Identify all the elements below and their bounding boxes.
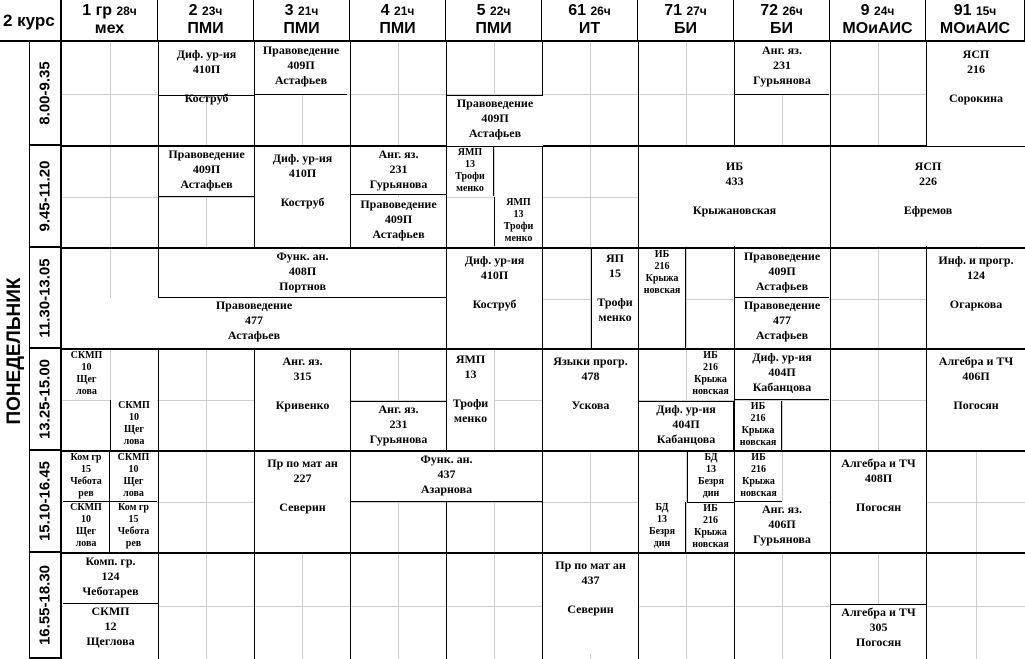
- class-entry[interactable]: [447, 350, 494, 450]
- group-hours: 24ч: [874, 4, 895, 18]
- entry-line: 478: [581, 369, 600, 383]
- entry-line: 408П: [864, 471, 893, 485]
- entry-line: Астафьев: [274, 73, 328, 87]
- entry-line: Анг. яз.: [282, 354, 323, 368]
- group-hours: 26ч: [590, 4, 611, 18]
- entry-line: 216: [654, 261, 670, 272]
- entry-line: 437: [581, 573, 600, 587]
- group-specialty: ПМИ: [475, 20, 512, 37]
- group-number: [350, 2, 445, 20]
- class-entry[interactable]: [639, 502, 686, 552]
- entry-line: 124: [101, 569, 120, 583]
- entry-line: Анг. яз.: [378, 147, 419, 161]
- group-hours: 27ч: [686, 4, 707, 18]
- entry-line: Ефремов: [903, 203, 953, 217]
- entry-line: 437: [437, 467, 456, 481]
- class-entry[interactable]: [255, 147, 350, 246]
- entry-line: 216: [703, 362, 718, 373]
- class-entry[interactable]: [735, 249, 829, 298]
- entry-line: Чебота: [70, 476, 102, 487]
- entry-line: 13: [464, 367, 477, 381]
- sub-column-line: [878, 42, 879, 659]
- entry-line: 216: [751, 464, 766, 475]
- class-entry[interactable]: [639, 401, 734, 450]
- entry-line: 305: [869, 620, 888, 634]
- entry-line: 433: [725, 174, 744, 188]
- class-entry[interactable]: [63, 554, 158, 604]
- group-number: [542, 2, 637, 20]
- entry-line: новская: [739, 437, 777, 448]
- entry-line: Астафьев: [468, 126, 522, 140]
- entry-line: менко: [453, 411, 488, 425]
- group-number: [830, 2, 925, 20]
- entry-line: 216: [967, 62, 985, 76]
- entry-line: дин: [653, 538, 671, 549]
- group-specialty: ПМИ: [379, 20, 416, 37]
- entry-line: Северин: [567, 602, 614, 616]
- class-entry[interactable]: [447, 249, 542, 348]
- entry-line: Погосян: [855, 500, 902, 514]
- class-entry[interactable]: [927, 249, 1025, 348]
- group-header: [734, 0, 830, 42]
- class-entry[interactable]: [159, 43, 254, 105]
- class-entry[interactable]: [687, 350, 734, 400]
- entry-line: Анг. яз.: [762, 502, 802, 516]
- class-entry[interactable]: [351, 452, 542, 502]
- entry-line: 10: [81, 362, 92, 373]
- entry-line: Портнов: [279, 279, 326, 293]
- class-entry[interactable]: [927, 350, 1025, 450]
- class-entry[interactable]: [159, 249, 446, 298]
- class-entry[interactable]: [255, 452, 350, 552]
- entry-line: ЯМП: [506, 197, 531, 208]
- entry-line: 13: [513, 209, 524, 220]
- entry-line: дин: [702, 488, 720, 499]
- entry-line: Пр по мат ан: [267, 456, 338, 470]
- class-entry[interactable]: [110, 502, 157, 552]
- entry-line: 216: [703, 515, 718, 526]
- entry-line: Крыжа: [694, 374, 727, 385]
- entry-line: Правоведение: [215, 298, 293, 312]
- entry-line: 13: [657, 514, 667, 525]
- column-divider: [638, 42, 639, 659]
- entry-line: [543, 384, 638, 398]
- entry-line: Кабанцова: [752, 380, 812, 394]
- entry-line: 404П: [768, 365, 796, 379]
- entry-line: Коструб: [184, 91, 229, 105]
- entry-line: Комп. гр.: [85, 554, 136, 568]
- group-number: [638, 2, 733, 20]
- time-slot: [30, 248, 62, 349]
- group-hours: 21ч: [298, 4, 319, 18]
- entry-line: лова: [123, 488, 144, 499]
- entry-line: 15: [128, 514, 139, 525]
- group-hours: 15ч: [975, 4, 997, 18]
- entry-line: 10: [128, 464, 139, 475]
- entry-line: [592, 281, 638, 295]
- group-specialty: БИ: [674, 20, 697, 37]
- entry-line: 404П: [672, 417, 700, 431]
- group-number: [926, 2, 1024, 20]
- time-slot: [30, 553, 62, 659]
- entry-line: 12: [104, 619, 117, 633]
- entry-line: 10: [129, 412, 139, 423]
- entry-line: ЯП: [606, 251, 624, 265]
- entry-line: СКМП: [117, 452, 150, 463]
- class-entry[interactable]: [63, 502, 110, 552]
- entry-line: новская: [692, 386, 729, 397]
- entry-line: Коструб: [472, 297, 517, 311]
- entry-line: СКМП: [70, 502, 102, 513]
- class-entry[interactable]: [639, 249, 686, 348]
- entry-line: [927, 283, 1025, 297]
- entry-line: Алгебра и ТЧ: [841, 456, 916, 470]
- class-entry[interactable]: [591, 249, 638, 348]
- entry-line: Языки прогр.: [553, 354, 628, 368]
- group-header: [254, 0, 350, 42]
- entry-line: Кабанцова: [656, 432, 716, 446]
- entry-line: [255, 384, 350, 398]
- entry-line: Правоведение: [168, 147, 245, 161]
- group-specialty: ПМИ: [187, 20, 224, 37]
- class-entry[interactable]: [831, 452, 926, 552]
- entry-line: Диф. ур-ия: [272, 151, 333, 165]
- entry-line: Правоведение: [743, 298, 821, 312]
- entry-line: Трофи: [503, 221, 534, 232]
- entry-line: новская: [692, 539, 729, 550]
- entry-line: менко: [504, 233, 533, 244]
- entry-line: ЯСП: [914, 159, 942, 173]
- entry-line: Кривенко: [275, 398, 330, 412]
- entry-line: Гурьянова: [369, 177, 428, 191]
- entry-line: [255, 486, 350, 500]
- entry-line: [255, 181, 350, 195]
- entry-line: Астафьев: [227, 328, 281, 342]
- class-entry[interactable]: [831, 604, 926, 659]
- entry-line: Чебота: [117, 526, 150, 537]
- entry-line: ЯМП: [457, 147, 483, 158]
- time-text: 9.45-11.20: [36, 160, 54, 232]
- entry-line: [831, 486, 926, 500]
- class-entry[interactable]: [63, 350, 110, 400]
- entry-line: Северин: [279, 500, 326, 514]
- class-entry[interactable]: [110, 400, 157, 450]
- day-label: [0, 42, 30, 659]
- entry-line: [447, 283, 542, 297]
- entry-line: Правоведение: [360, 197, 437, 211]
- group-header: [350, 0, 446, 42]
- group-header: [638, 0, 734, 42]
- entry-line: Крыжа: [742, 476, 775, 487]
- class-entry[interactable]: [110, 452, 157, 502]
- class-entry[interactable]: [255, 43, 347, 95]
- entry-line: рев: [78, 488, 94, 499]
- class-entry[interactable]: [159, 147, 254, 197]
- entry-line: менко: [456, 183, 484, 194]
- entry-line: 15: [81, 464, 91, 475]
- class-entry[interactable]: [351, 197, 446, 246]
- time-text: 16.55-18.30: [36, 564, 54, 646]
- entry-line: Безря: [648, 526, 676, 537]
- entry-line: Сорокина: [948, 91, 1004, 105]
- entry-line: Азарнова: [420, 482, 473, 496]
- class-entry[interactable]: [735, 43, 829, 95]
- class-entry[interactable]: [351, 401, 446, 450]
- group-header: [542, 0, 638, 42]
- entry-line: Трофи: [597, 295, 633, 309]
- group-header: [446, 0, 542, 42]
- entry-line: БД: [655, 502, 669, 513]
- entry-line: Диф. ур-ия: [656, 402, 716, 416]
- entry-line: Астафьев: [180, 177, 233, 191]
- entry-line: 410П: [192, 62, 221, 76]
- group-header: [926, 0, 1025, 42]
- entry-line: 15: [609, 266, 621, 280]
- class-entry[interactable]: [687, 502, 734, 552]
- group-num-text: 1 гр: [82, 2, 112, 19]
- class-entry[interactable]: [639, 147, 830, 246]
- entry-line: 410П: [288, 166, 317, 180]
- entry-line: 410П: [480, 268, 509, 282]
- entry-line: Погосян: [855, 635, 902, 649]
- entry-line: 216: [750, 413, 766, 424]
- entry-line: ИБ: [750, 401, 766, 412]
- column-divider: [158, 42, 159, 659]
- day-text: ПОНЕДЕЛЬНИК: [3, 277, 25, 424]
- entry-line: [927, 77, 1025, 91]
- group-num-text: 61: [568, 2, 586, 19]
- group-specialty: БИ: [770, 20, 793, 37]
- class-entry[interactable]: [831, 147, 1025, 246]
- class-entry[interactable]: [351, 147, 446, 195]
- class-entry[interactable]: [543, 350, 638, 450]
- entry-line: 13: [465, 159, 475, 170]
- entry-line: Анг. яз.: [378, 402, 419, 416]
- entry-line: лова: [76, 386, 97, 397]
- entry-line: Анг. яз.: [762, 43, 802, 57]
- group-hours: 23ч: [202, 4, 223, 18]
- entry-line: 315: [293, 369, 312, 383]
- group-specialty: ИТ: [578, 20, 601, 37]
- class-entry[interactable]: [735, 298, 829, 348]
- group-number: [158, 2, 253, 20]
- entry-line: 13: [706, 464, 716, 475]
- group-specialty: мех: [94, 20, 125, 37]
- group-num-text: 72: [760, 2, 778, 19]
- class-entry[interactable]: [687, 452, 734, 502]
- entry-line: Диф. ур-ия: [464, 253, 525, 267]
- class-entry[interactable]: [927, 43, 1025, 146]
- entry-line: Огаркова: [949, 297, 1003, 311]
- entry-line: 409П: [768, 264, 796, 278]
- time-text: 8.00-9.35: [36, 61, 54, 125]
- group-num-text: 9: [860, 2, 870, 19]
- entry-line: Алгебра и ТЧ: [938, 354, 1014, 368]
- entry-line: Ускова: [571, 398, 610, 412]
- group-num-text: 2: [188, 2, 198, 19]
- time-text: 11.30-13.05: [36, 257, 54, 338]
- group-number: [62, 2, 157, 20]
- course-label: 2 курс: [0, 0, 62, 42]
- entry-line: [543, 588, 638, 602]
- entry-line: Инф. и прогр.: [938, 253, 1014, 267]
- entry-line: Диф. ур-ия: [176, 47, 237, 61]
- time-slot: [30, 146, 62, 248]
- entry-line: 227: [293, 471, 312, 485]
- class-entry[interactable]: [494, 197, 542, 246]
- entry-line: Крыжа: [645, 273, 679, 284]
- entry-line: Крыжановская: [692, 203, 777, 217]
- group-hours: 28ч: [116, 4, 137, 18]
- entry-line: Щег: [124, 424, 144, 435]
- entry-line: СКМП: [91, 604, 130, 618]
- entry-line: 406П: [962, 369, 990, 383]
- entry-line: Крыжа: [741, 425, 775, 436]
- entry-line: 124: [967, 268, 985, 282]
- entry-line: Функ. ан.: [276, 249, 329, 263]
- entry-line: ИБ: [703, 350, 718, 361]
- entry-line: Диф. ур-ия: [752, 350, 812, 364]
- column-divider: [350, 42, 351, 659]
- group-hours: 26ч: [782, 4, 803, 18]
- entry-line: менко: [598, 310, 632, 324]
- entry-line: ИБ: [703, 503, 718, 514]
- entry-line: 409П: [384, 212, 413, 226]
- entry-line: [447, 382, 494, 396]
- column-divider: [830, 42, 831, 659]
- entry-line: 231: [773, 58, 791, 72]
- entry-line: Трофи: [452, 396, 489, 410]
- entry-line: ЯМП: [455, 352, 486, 366]
- group-num-text: 3: [284, 2, 294, 19]
- group-number: [446, 2, 541, 20]
- time-slot: [30, 42, 62, 146]
- entry-line: Пр по мат ан: [555, 558, 626, 572]
- group-specialty: ПМИ: [283, 20, 320, 37]
- entry-line: Щег: [123, 476, 144, 487]
- time-slot: [30, 349, 62, 451]
- class-entry[interactable]: [255, 350, 350, 450]
- sub-column-line: [206, 42, 207, 659]
- group-num-text: 4: [380, 2, 390, 19]
- group-num-text: 5: [476, 2, 486, 19]
- entry-line: ИБ: [654, 249, 670, 260]
- entry-line: 10: [81, 514, 91, 525]
- entry-line: Щеглова: [86, 634, 135, 648]
- entry-line: Правоведение: [262, 43, 340, 57]
- group-hours: 22ч: [490, 4, 511, 18]
- class-entry[interactable]: [447, 95, 543, 146]
- entry-line: 409П: [192, 162, 221, 176]
- entry-line: 477: [773, 313, 791, 327]
- entry-line: Ком гр: [118, 502, 149, 513]
- group-header: [830, 0, 926, 42]
- entry-line: 406П: [768, 517, 796, 531]
- entry-line: Астафьев: [755, 328, 809, 342]
- group-header: [62, 0, 158, 42]
- entry-line: Функ. ан.: [420, 452, 473, 466]
- entry-line: 409П: [287, 58, 315, 72]
- class-entry[interactable]: [735, 502, 829, 552]
- entry-line: СКМП: [70, 350, 103, 361]
- class-entry[interactable]: [447, 147, 494, 196]
- entry-line: Астафьев: [372, 227, 425, 241]
- entry-line: [159, 77, 254, 91]
- time-text: 13.25-15.00: [36, 358, 54, 440]
- entry-line: рев: [125, 538, 142, 549]
- sub-column-line: [398, 42, 399, 659]
- entry-line: лова: [75, 538, 97, 549]
- entry-line: ИБ: [725, 159, 744, 173]
- entry-line: ИБ: [751, 452, 766, 463]
- entry-line: новская: [740, 488, 777, 499]
- entry-line: Ком гр: [70, 452, 102, 463]
- time-text: 15.10-16.45: [36, 460, 54, 542]
- entry-line: 231: [389, 417, 408, 431]
- group-hours: 21ч: [394, 4, 415, 18]
- class-entry[interactable]: [735, 350, 829, 400]
- entry-line: СКМП: [118, 400, 150, 411]
- entry-line: Крыжа: [694, 527, 727, 538]
- group-header: [158, 0, 254, 42]
- class-entry[interactable]: [62, 298, 446, 348]
- entry-line: Щег: [76, 526, 96, 537]
- entry-line: лова: [123, 436, 145, 447]
- entry-line: 477: [245, 313, 263, 327]
- class-entry[interactable]: [543, 554, 638, 654]
- entry-line: 226: [919, 174, 937, 188]
- group-specialty: МОиАИС: [939, 20, 1011, 37]
- entry-line: Гурьянова: [753, 532, 811, 546]
- entry-line: Гурьянова: [369, 432, 428, 446]
- class-entry[interactable]: [63, 452, 110, 502]
- entry-line: Трофи: [455, 171, 485, 182]
- entry-line: Правоведение: [456, 96, 534, 110]
- group-number: [734, 2, 829, 20]
- entry-line: [831, 189, 1025, 203]
- group-specialty: МОиАИС: [842, 20, 913, 37]
- entry-line: новская: [643, 285, 681, 296]
- entry-line: Правоведение: [743, 249, 821, 263]
- entry-line: Астафьев: [755, 279, 809, 293]
- entry-line: Погосян: [953, 398, 999, 412]
- entry-line: ЯСП: [962, 47, 990, 61]
- entry-line: 409П: [481, 111, 509, 125]
- entry-line: [639, 189, 830, 203]
- time-slot: [30, 451, 62, 553]
- entry-line: [927, 384, 1025, 398]
- entry-line: Безря: [697, 476, 725, 487]
- class-entry[interactable]: [735, 452, 782, 502]
- group-number: [254, 2, 349, 20]
- entry-line: Коструб: [280, 195, 325, 209]
- group-num-text: 71: [664, 2, 682, 19]
- entry-line: Гурьянова: [753, 73, 811, 87]
- group-num-text: 91: [953, 2, 972, 19]
- entry-line: 408П: [288, 264, 317, 278]
- entry-line: 231: [389, 162, 408, 176]
- entry-line: БД: [704, 452, 718, 463]
- entry-line: Алгебра и ТЧ: [841, 605, 916, 619]
- entry-line: Чеботарев: [82, 584, 139, 598]
- entry-line: Щег: [76, 374, 97, 385]
- class-entry[interactable]: [735, 401, 782, 450]
- class-entry[interactable]: [63, 604, 158, 659]
